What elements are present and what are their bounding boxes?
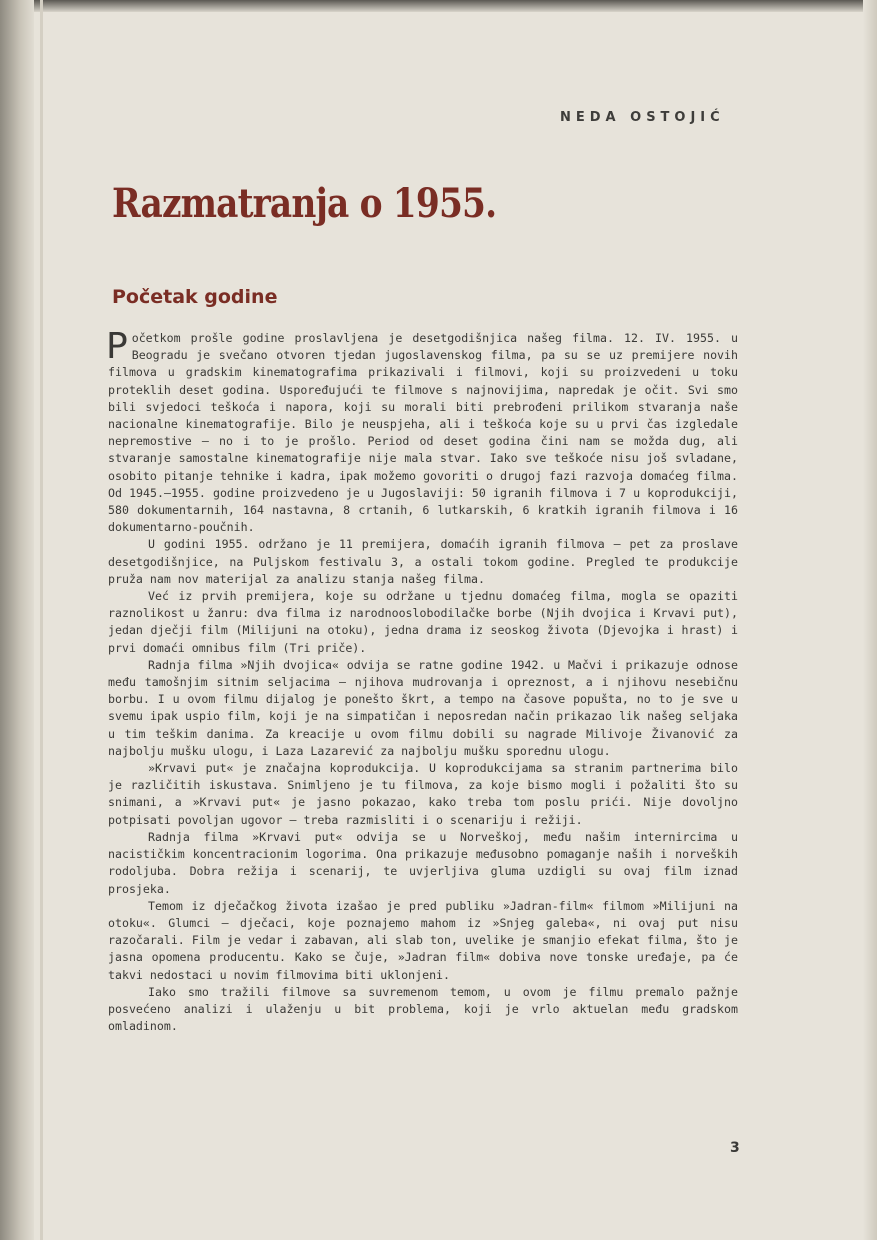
paragraph: »Krvavi put« je značajna koprodukcija. U koprodukcijama sa stranim partnerima bilo je različitih iskustava. Snimljeno je tu filmova, za koje bismo mogli i požaliti što su snimani, a »Krvavi put« je jasno pokazao, kako treba tom poslu prići. Nije dovoljno potpisati povoljan ugovor — treba razmisliti i o scenariju i režiji. — [108, 761, 738, 827]
page-right-edge — [863, 0, 877, 1240]
paragraph: Već iz prvih premijera, koje su održane u tjednu domaćeg filma, mogla se opaziti raznolikost u žanru: dva filma iz narodnooslobodilačke borbe (Njih dvojica i Krvavi put), jedan dječji film (Milijuni na otoku), jedna drama iz seoskog života (Djevojka i hrast) i prvi domaći omnibus film (Tri priče). — [108, 589, 738, 655]
drop-cap: P — [106, 326, 128, 367]
paragraph-text: očetkom prošle godine proslavljena je desetgodišnjica našeg filma. 12. IV. 1955. u Beogradu je svečano otvoren tjedan jugoslavenskog filma, pa su se uz premijere novih filmova u gradskim kinematografima prikazivali i filmovi, koji su proizvedeni u toku proteklih deset godina. Uspoređujući te filmove s najnovijima, napredak je očit. Svi smo bili svjedoci teškoća i napora, koji su morali biti prebrođeni prilikom stvaranja naše nacionalne kinematografije. Bilo je neuspjeha, ali i teškoća koje su u prvi čas izgledale nepremostive — no i to je prošlo. Period od deset godina čini nam se možda dug, ali stvaranje samostalne kinematografije nije mala stvar. Iako sve teškoće nisu još svladane, osobito pitanje tehnike i kadra, ipak možemo govoriti o drugoj fazi razvoja domaćeg filma. Od 1945.—1955. godine proizvedeno je u Jugoslaviji: 50 igranih filmova i 7 u koprodukciji, 580 dokumentarnih, 164 nastavna, 8 crtanih, 6 lutkarskih, 6 kratkih igranih filmova i 16 dokumentarno-poučnih. — [108, 331, 738, 535]
article-title: Razmatranja o 1955. — [112, 180, 497, 227]
page-fold-line — [40, 0, 43, 1240]
paragraph: Iako smo tražili filmove sa suvremenom temom, u ovom je filmu premalo pažnje posvećeno analizi i ulaženju u bit problema, koji je vrlo aktuelan među gradskom omladinom. — [108, 984, 738, 1034]
section-heading: Početak godine — [112, 286, 278, 308]
page-number: 3 — [730, 1140, 740, 1156]
paragraph — [106, 326, 738, 536]
paragraph: Radnja filma »Njih dvojica« odvija se ratne godine 1942. u Mačvi i prikazuje odnose među tamošnjim sitnim seljacima — njihova mudrovanja i opreznost, a i njihovu nesebičnu borbu. I u ovom filmu dijalog je ponešto škrt, a tempo na časove popušta, no to je sve u svemu ipak uspio film, koji je na simpatičan i neposredan način prikazao lik našeg seljaka u tim teškim danima. Za kreacije u ovom filmu dobili su nagrade Milivoje Živanović za najbolju mušku ulogu, i Laza Lazarević za najbolju mušku sporednu ulogu. — [108, 657, 738, 758]
paragraph: U godini 1955. održano je 11 premijera, domaćih igranih filmova — pet za proslave desetgodišnjice, na Puljskom festivalu 3, a ostali tokom godine. Pregled te produkcije pruža nam nov materijal za analizu stanja našeg filma. — [108, 537, 738, 586]
page-binding-edge — [0, 0, 34, 1240]
paragraph: Temom iz dječačkog života izašao je pred publiku »Jadran-film« filmom »Milijuni na otoku«. Glumci — dječaci, koje poznajemo mahom iz »Snjeg galeba«, ni ovaj put nisu razočarali. Film je vedar i zabavan, ali slab ton, uvelike je smanjio efekat filma, što je jasna opomena producentu. Kako se čuje, »Jadran film« dobiva nove tonske uređaje, pa će takvi nedostaci u novim filmovima biti uklonjeni. — [108, 898, 738, 982]
paragraph: Radnja filma »Krvavi put« odvija se u Norveškoj, među našim internircima u nacističkim koncentracionim logorima. Ona prikazuje međusobno pomaganje naših i norveških rodoljuba. Dobra režija i scenarij, te uvjerljiva gluma uzdigli su ovaj film iznad prosjeka. — [108, 829, 738, 896]
author-name: NEDA OSTOJIĆ — [560, 110, 725, 125]
article-body — [106, 326, 738, 1035]
page-top-edge — [0, 0, 877, 12]
